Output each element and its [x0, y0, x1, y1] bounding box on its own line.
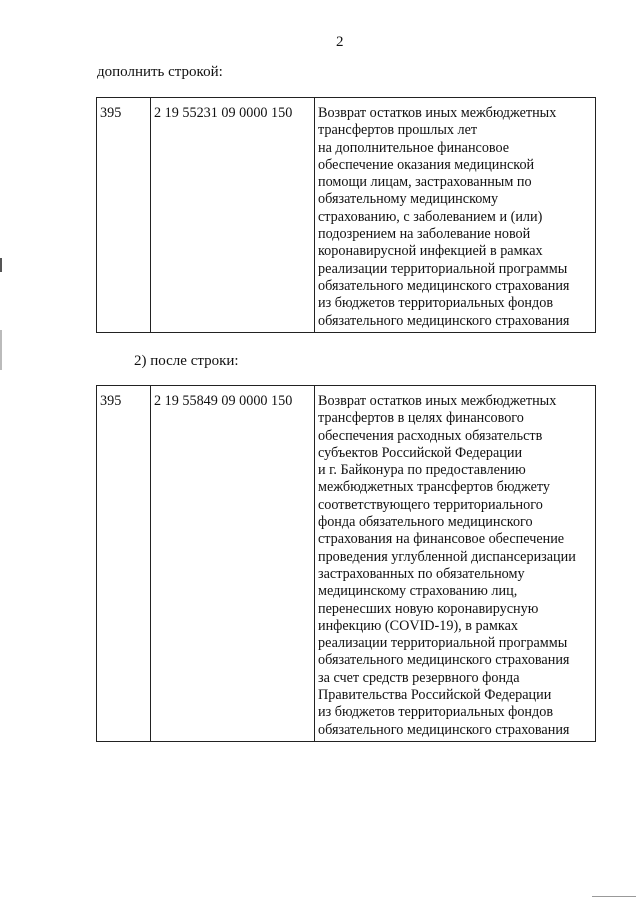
description-line: трансфертов в целях финансового: [318, 410, 524, 427]
table-row: [97, 386, 596, 742]
description-line: Возврат остатков иных межбюджетных: [318, 105, 557, 121]
kbk-code-cell: 2 19 55849 09 0000 150: [151, 386, 315, 742]
description-cell: [315, 98, 596, 333]
budget-code-table-1: [96, 97, 596, 333]
section-label: 2) после строки:: [134, 353, 239, 369]
description-line: обязательного медицинского страхования: [318, 277, 570, 294]
description-line: соответствующего территориального: [318, 496, 543, 513]
admin-code-cell: 395: [97, 98, 151, 333]
description-line: субъектов Российской Федерации: [318, 444, 523, 461]
budget-code-table-2: [96, 385, 596, 742]
page-number: 2: [336, 34, 344, 50]
description-line: страхованию, с заболеванием и (или): [318, 208, 543, 225]
description-line: обязательного медицинского страхования: [318, 652, 570, 669]
description-cell: [315, 386, 596, 742]
description-line: и г. Байконура по предоставлению: [318, 462, 526, 479]
scan-mark: [0, 330, 2, 370]
description-line: обязательному медицинскому: [318, 191, 499, 208]
description-line: Возврат остатков иных межбюджетных: [318, 393, 557, 409]
description-line: помощи лицам, застрахованным по: [318, 174, 532, 191]
description-line: обязательного медицинского страхования: [318, 312, 570, 329]
description-line: фонда обязательного медицинского: [318, 514, 533, 531]
description-line: Правительства Российской Федерации: [318, 687, 552, 704]
description-line: межбюджетных трансфертов бюджету: [318, 479, 550, 496]
description-line: застрахованных по обязательному: [318, 565, 525, 582]
description-line: за счет средств резервного фонда: [318, 669, 520, 686]
description-line: проведения углубленной диспансеризации: [318, 548, 576, 565]
table-row: [97, 98, 596, 333]
scan-mark: [0, 258, 2, 272]
description-line: на дополнительное финансовое: [318, 139, 510, 156]
description-line: инфекцию (COVID-19), в рамках: [318, 617, 518, 634]
description-line: трансфертов прошлых лет: [318, 122, 478, 139]
admin-code-cell: 395: [97, 386, 151, 742]
description-line: реализации территориальной программы: [318, 635, 568, 652]
description-line: медицинскому страхованию лиц,: [318, 583, 518, 600]
description-line: подозрением на заболевание новой: [318, 226, 531, 243]
description-line: из бюджетов территориальных фондов: [318, 704, 554, 721]
description-line: реализации территориальной программы: [318, 260, 568, 277]
description-line: страхования на финансовое обеспечение: [318, 531, 565, 548]
description-line: перенесших новую коронавирусную: [318, 600, 539, 617]
description-line: обеспечения расходных обязательств: [318, 427, 543, 444]
description-line: коронавирусной инфекцией в рамках: [318, 243, 543, 260]
description-line: обязательного медицинского страхования: [318, 721, 570, 738]
description-line: обеспечение оказания медицинской: [318, 156, 535, 173]
description-line: из бюджетов территориальных фондов: [318, 295, 554, 312]
kbk-code-cell: 2 19 55231 09 0000 150: [151, 98, 315, 333]
scan-mark: [592, 896, 636, 897]
intro-text: дополнить строкой:: [97, 64, 223, 80]
